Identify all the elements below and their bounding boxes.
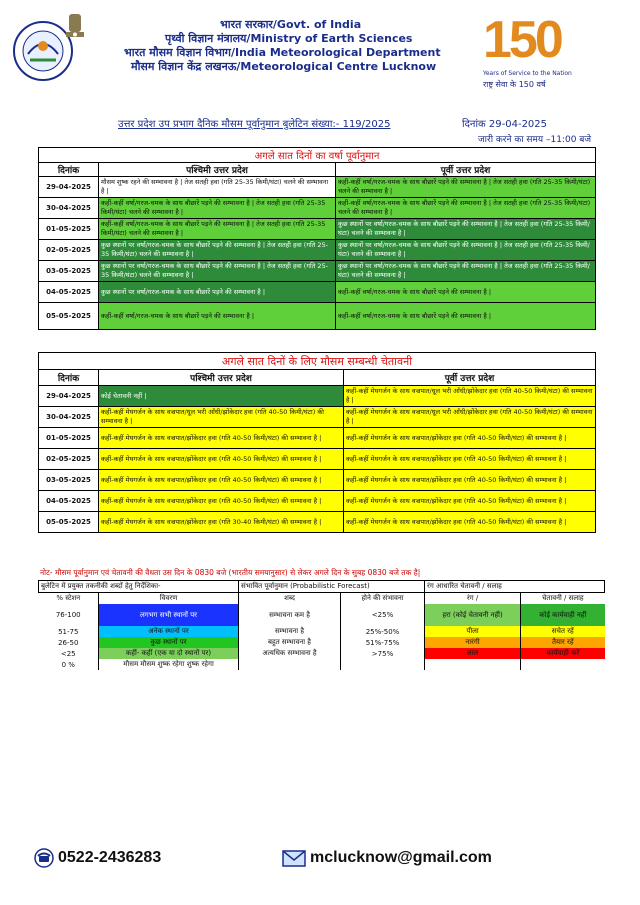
row-date: 05-05-2025 (39, 512, 99, 533)
rainfall-col-east: पूर्वी उत्तर प्रदेश (336, 163, 596, 177)
row-east: कुछ स्थानों पर वर्षा/गरज-चमक के साथ बौछारें पड़ने की सम्भावना है | तेज सतही हवा (गति 25-35 किमी/घंटा) चलने की सम्भावना है | (336, 240, 596, 261)
table-row (39, 386, 596, 407)
row-date: 29-04-2025 (39, 177, 99, 198)
table-row (39, 198, 596, 219)
row-west: कहीं-कहीं वर्षा/गरज-चमक के साथ बौछारें पड़ने की सम्भावना है | (99, 303, 336, 330)
legend-word: सम्भावना है (239, 626, 341, 637)
table-row (39, 512, 596, 533)
row-date: 02-05-2025 (39, 240, 99, 261)
row-date: 29-04-2025 (39, 386, 99, 407)
table-row (39, 240, 596, 261)
row-east: कहीं-कहीं वर्षा/गरज-चमक के साथ बौछारें पड़ने की सम्भावना है | (336, 303, 596, 330)
legend-desc: कहीं- कहीं (एक या दो स्थानों पर) (99, 648, 239, 659)
row-west: कहीं-कहीं मेघगर्जन के साथ वज्रपात/झोंकेदार हवा (गति 30-40 किमी/घंटा) की सम्भावना है | (99, 512, 344, 533)
row-date: 03-05-2025 (39, 470, 99, 491)
row-date: 02-05-2025 (39, 449, 99, 470)
legend-heading-colour: रंग आधारित चेतावनी / सलाह (425, 581, 605, 593)
legend-chance (341, 659, 425, 670)
table-row (39, 407, 596, 428)
legend-word: बहुत सम्भावना है (239, 637, 341, 648)
bulletin-title: उत्तर प्रदेश उप प्रभाग दैनिक मौसम पूर्वानुमान बुलेटिन संख्या:- 119/2025 (118, 119, 391, 130)
warning-col-west: पश्चिमी उत्तर प्रदेश (99, 370, 344, 386)
table-row (39, 261, 596, 282)
legend-desc: कुछ स्थानों पर (99, 637, 239, 648)
contact-email[interactable] (282, 848, 492, 868)
table-row (39, 303, 596, 330)
row-east: कहीं-कहीं वर्षा/गरज-चमक के साथ बौछारें पड़ने की सम्भावना है | तेज सतही हवा (गति 25-35 किमी/घंटा) चलने की सम्भावना है | (336, 177, 596, 198)
weather-warning-table (38, 352, 596, 533)
row-west: कहीं-कहीं मेघगर्जन के साथ वज्रपात/झोंकेदार हवा (गति 40-50 किमी/घंटा) की सम्भावना है | (99, 470, 344, 491)
validity-note: नोट- मौसम पूर्वानुमान एवं चेतावनी की वैधता उस दिन के 0830 बजे (भारतीय समयानुसार) से लेकर अगले दिन के सुबह 0830 बजे तक है| (40, 568, 421, 577)
row-east: कहीं-कहीं मेघगर्जन के साथ वज्रपात/झोंकेदार हवा (गति 40-50 किमी/घंटा) की सम्भावना है | (344, 491, 596, 512)
rainfall-forecast-caption: अगले सात दिनों का वर्षा पूर्वानुमान (39, 148, 596, 163)
row-date: 05-05-2025 (39, 303, 99, 330)
row-east: कहीं-कहीं वर्षा/गरज-चमक के साथ बौछारें पड़ने की सम्भावना है | तेज सतही हवा (गति 25-35 किमी/घंटा) चलने की सम्भावना है | (336, 198, 596, 219)
row-east: कहीं-कहीं मेघगर्जन के साथ वज्रपात/धूल भरी आँधी/झोंकेदार हवा (गति 40-50 किमी/घंटा) की सम्भावना है | (344, 386, 596, 407)
row-east: कहीं-कहीं मेघगर्जन के साथ वज्रपात/झोंकेदार हवा (गति 40-50 किमी/घंटा) की सम्भावना है | (344, 449, 596, 470)
row-east: कुछ स्थानों पर वर्षा/गरज-चमक के साथ बौछारें पड़ने की सम्भावना है | तेज सतही हवा (गति 25-35 किमी/घंटा) चलने की सम्भावना है | (336, 219, 596, 240)
legend-chance: <25% (341, 604, 425, 626)
legend-heading-terms: बुलेटिन में प्रयुक्त तकनीकी शब्दों हेतु निर्देशिका- (39, 581, 239, 593)
row-west: कहीं-कहीं मेघगर्जन के साथ वज्रपात/धूल भरी आँधी/झोंकेदार हवा (गति 40-50 किमी/घंटा) की सम्भावना है | (99, 407, 344, 428)
row-date: 04-05-2025 (39, 491, 99, 512)
email-address: mclucknow@gmail.com (310, 849, 492, 867)
row-west: मौसम शुष्क रहने की सम्भावना है | तेज सतही हवा (गति 25-35 किमी/घंटा) चलने की सम्भावना है | (99, 177, 336, 198)
row-date: 04-05-2025 (39, 282, 99, 303)
row-east: कहीं-कहीं मेघगर्जन के साथ वज्रपात/धूल भरी आँधी/झोंकेदार हवा (गति 40-50 किमी/घंटा) की सम्भावना है | (344, 407, 596, 428)
legend-advice: सचेत रहें (521, 626, 605, 637)
legend-word: अत्यधिक सम्भावना है (239, 648, 341, 659)
logo-tagline: Years of Service to the Nation (483, 70, 572, 77)
legend-pct: 26-50 (58, 638, 79, 647)
row-west: कुछ स्थानों पर वर्षा/गरज-चमक के साथ बौछारें पड़ने की सम्भावना है | तेज सतही हवा (गति 25-35 किमी/घंटा) चलने की सम्भावना है | (99, 240, 336, 261)
legend-pct: <25 (60, 649, 76, 658)
legend-colour: लाल (425, 648, 521, 659)
header-centre: मौसम विज्ञान केंद्र लखनऊ/Meteorological Centre Lucknow (131, 60, 437, 73)
table-row (39, 648, 605, 659)
row-east: कहीं-कहीं मेघगर्जन के साथ वज्रपात/झोंकेदार हवा (गति 40-50 किमी/घंटा) की सम्भावना है | (344, 428, 596, 449)
table-row (39, 219, 596, 240)
legend-desc: अनेक स्थानों पर (99, 626, 239, 637)
row-date: 30-04-2025 (39, 198, 99, 219)
rainfall-col-date: दिनांक (39, 163, 99, 177)
row-west: कुछ स्थानों पर वर्षा/गरज-चमक के साथ बौछारें पड़ने की सम्भावना है | (99, 282, 336, 303)
legend-pct: 0 % (61, 660, 75, 669)
bulletin-date: दिनांक 29-04-2025 (462, 119, 548, 130)
row-date: 01-05-2025 (39, 428, 99, 449)
legend-colour (425, 659, 521, 670)
table-row (39, 604, 605, 626)
row-west: कोई चेतावनी नहीं | (99, 386, 344, 407)
legend-chance: >75% (341, 648, 425, 659)
row-west: कहीं-कहीं वर्षा/गरज-चमक के साथ बौछारें पड़ने की सम्भावना है | तेज सतही हवा (गति 25-35 किमी/घंटा) चलने की सम्भावना है | (99, 198, 336, 219)
row-west: कहीं-कहीं मेघगर्जन के साथ वज्रपात/झोंकेदार हवा (गति 40-50 किमी/घंटा) की सम्भावना है | (99, 449, 344, 470)
legend-chance: 51%-75% (341, 637, 425, 648)
table-row (39, 449, 596, 470)
legend-sub-colour: रंग / (425, 593, 521, 605)
bulletin-issue-time: जारी करने का समय –11:00 बजे (478, 135, 592, 145)
table-row (39, 177, 596, 198)
header-department: भारत मौसम विज्ञान विभाग/India Meteorological Department (124, 46, 441, 59)
legend-chance: 25%-50% (341, 626, 425, 637)
header-ministry: पृथ्वी विज्ञान मंत्रालय/Ministry of Earth Sciences (165, 32, 413, 45)
row-east: कहीं-कहीं मेघगर्जन के साथ वज्रपात/झोंकेदार हवा (गति 40-50 किमी/घंटा) की सम्भावना है | (344, 470, 596, 491)
legend-table (38, 580, 605, 670)
legend-desc: लगभग सभी स्थानों पर (99, 604, 239, 626)
contact-phone[interactable] (34, 848, 161, 868)
legend-pct: 76-100 (55, 611, 81, 619)
row-east: कहीं-कहीं मेघगर्जन के साथ वज्रपात/झोंकेदार हवा (गति 40-50 किमी/घंटा) की सम्भावना है | (344, 512, 596, 533)
legend-advice: कार्यवाही करें (521, 648, 605, 659)
national-emblem-icon (58, 10, 92, 58)
row-east: कहीं-कहीं वर्षा/गरज-चमक के साथ बौछारें पड़ने की सम्भावना है | (336, 282, 596, 303)
row-date: 30-04-2025 (39, 407, 99, 428)
warning-col-east: पूर्वी उत्तर प्रदेश (344, 370, 596, 386)
table-row (39, 637, 605, 648)
row-east: कुछ स्थानों पर वर्षा/गरज-चमक के साथ बौछारें पड़ने की सम्भावना है | तेज सतही हवा (गति 25-35 किमी/घंटा) चलने की सम्भावना है | (336, 261, 596, 282)
rainfall-forecast-table (38, 147, 596, 330)
table-row (39, 428, 596, 449)
legend-colour: पीला (425, 626, 521, 637)
warning-caption: अगले सात दिनों के लिए मौसम सम्बन्धी चेतावनी (39, 353, 596, 370)
row-west: कुछ स्थानों पर वर्षा/गरज-चमक के साथ बौछारें पड़ने की सम्भावना है | तेज सतही हवा (गति 25-35 किमी/घंटा) चलने की सम्भावना है | (99, 261, 336, 282)
row-west: कहीं-कहीं मेघगर्जन के साथ वज्रपात/झोंकेदार हवा (गति 40-50 किमी/घंटा) की सम्भावना है | (99, 428, 344, 449)
legend-word: सम्भावना कम है (239, 604, 341, 626)
table-row (39, 491, 596, 512)
legend-colour: नारंगी (425, 637, 521, 648)
legend-pct: 51-75 (58, 627, 79, 636)
legend-sub-chance: होने की संभावना (341, 593, 425, 605)
legend-desc: मौसम मौसम शुष्क रहेगा शुष्क रहेगा (99, 659, 239, 670)
legend-advice: कोई कार्यवाही नहीं (521, 604, 605, 626)
logo-tagline-hindi: राष्ट्र सेवा के 150 वर्ष (483, 80, 546, 89)
legend-sub-desc: विवरण (99, 593, 239, 605)
legend-colour: हरा (कोई चेतावनी नहीं) (425, 604, 521, 626)
legend-advice: तैयार रहें (521, 637, 605, 648)
header-block (112, 18, 492, 74)
row-west: कहीं-कहीं वर्षा/गरज-चमक के साथ बौछारें पड़ने की सम्भावना है | तेज सतही हवा (गति 25-35 किमी/घंटा) चलने की सम्भावना है | (99, 219, 336, 240)
legend-sub-word: शब्द (239, 593, 341, 605)
warning-col-date: दिनांक (39, 370, 99, 386)
row-west: कहीं-कहीं मेघगर्जन के साथ वज्रपात/झोंकेदार हवा (गति 40-50 किमी/घंटा) की सम्भावना है | (99, 491, 344, 512)
table-row (39, 470, 596, 491)
table-row (39, 659, 605, 670)
table-row (39, 626, 605, 637)
logo-150-number: 150 (483, 11, 561, 69)
header-govt: भारत सरकार/Govt. of India (220, 18, 362, 31)
phone-number: 0522-2436283 (58, 849, 162, 867)
legend-advice (521, 659, 605, 670)
row-date: 03-05-2025 (39, 261, 99, 282)
legend-sub-station: % स्टेशन (56, 594, 81, 602)
mail-icon (282, 848, 306, 868)
row-date: 01-05-2025 (39, 219, 99, 240)
logo-150-years (483, 11, 593, 94)
table-row (39, 282, 596, 303)
phone-icon (34, 848, 54, 868)
rainfall-col-west: पश्चिमी उत्तर प्रदेश (99, 163, 336, 177)
legend-sub-advice: चेतावनी / सलाह (521, 593, 605, 605)
legend-word (239, 659, 341, 670)
legend-heading-probability: संभावित पूर्वानुमान (Probabilistic Forecast) (239, 581, 425, 593)
